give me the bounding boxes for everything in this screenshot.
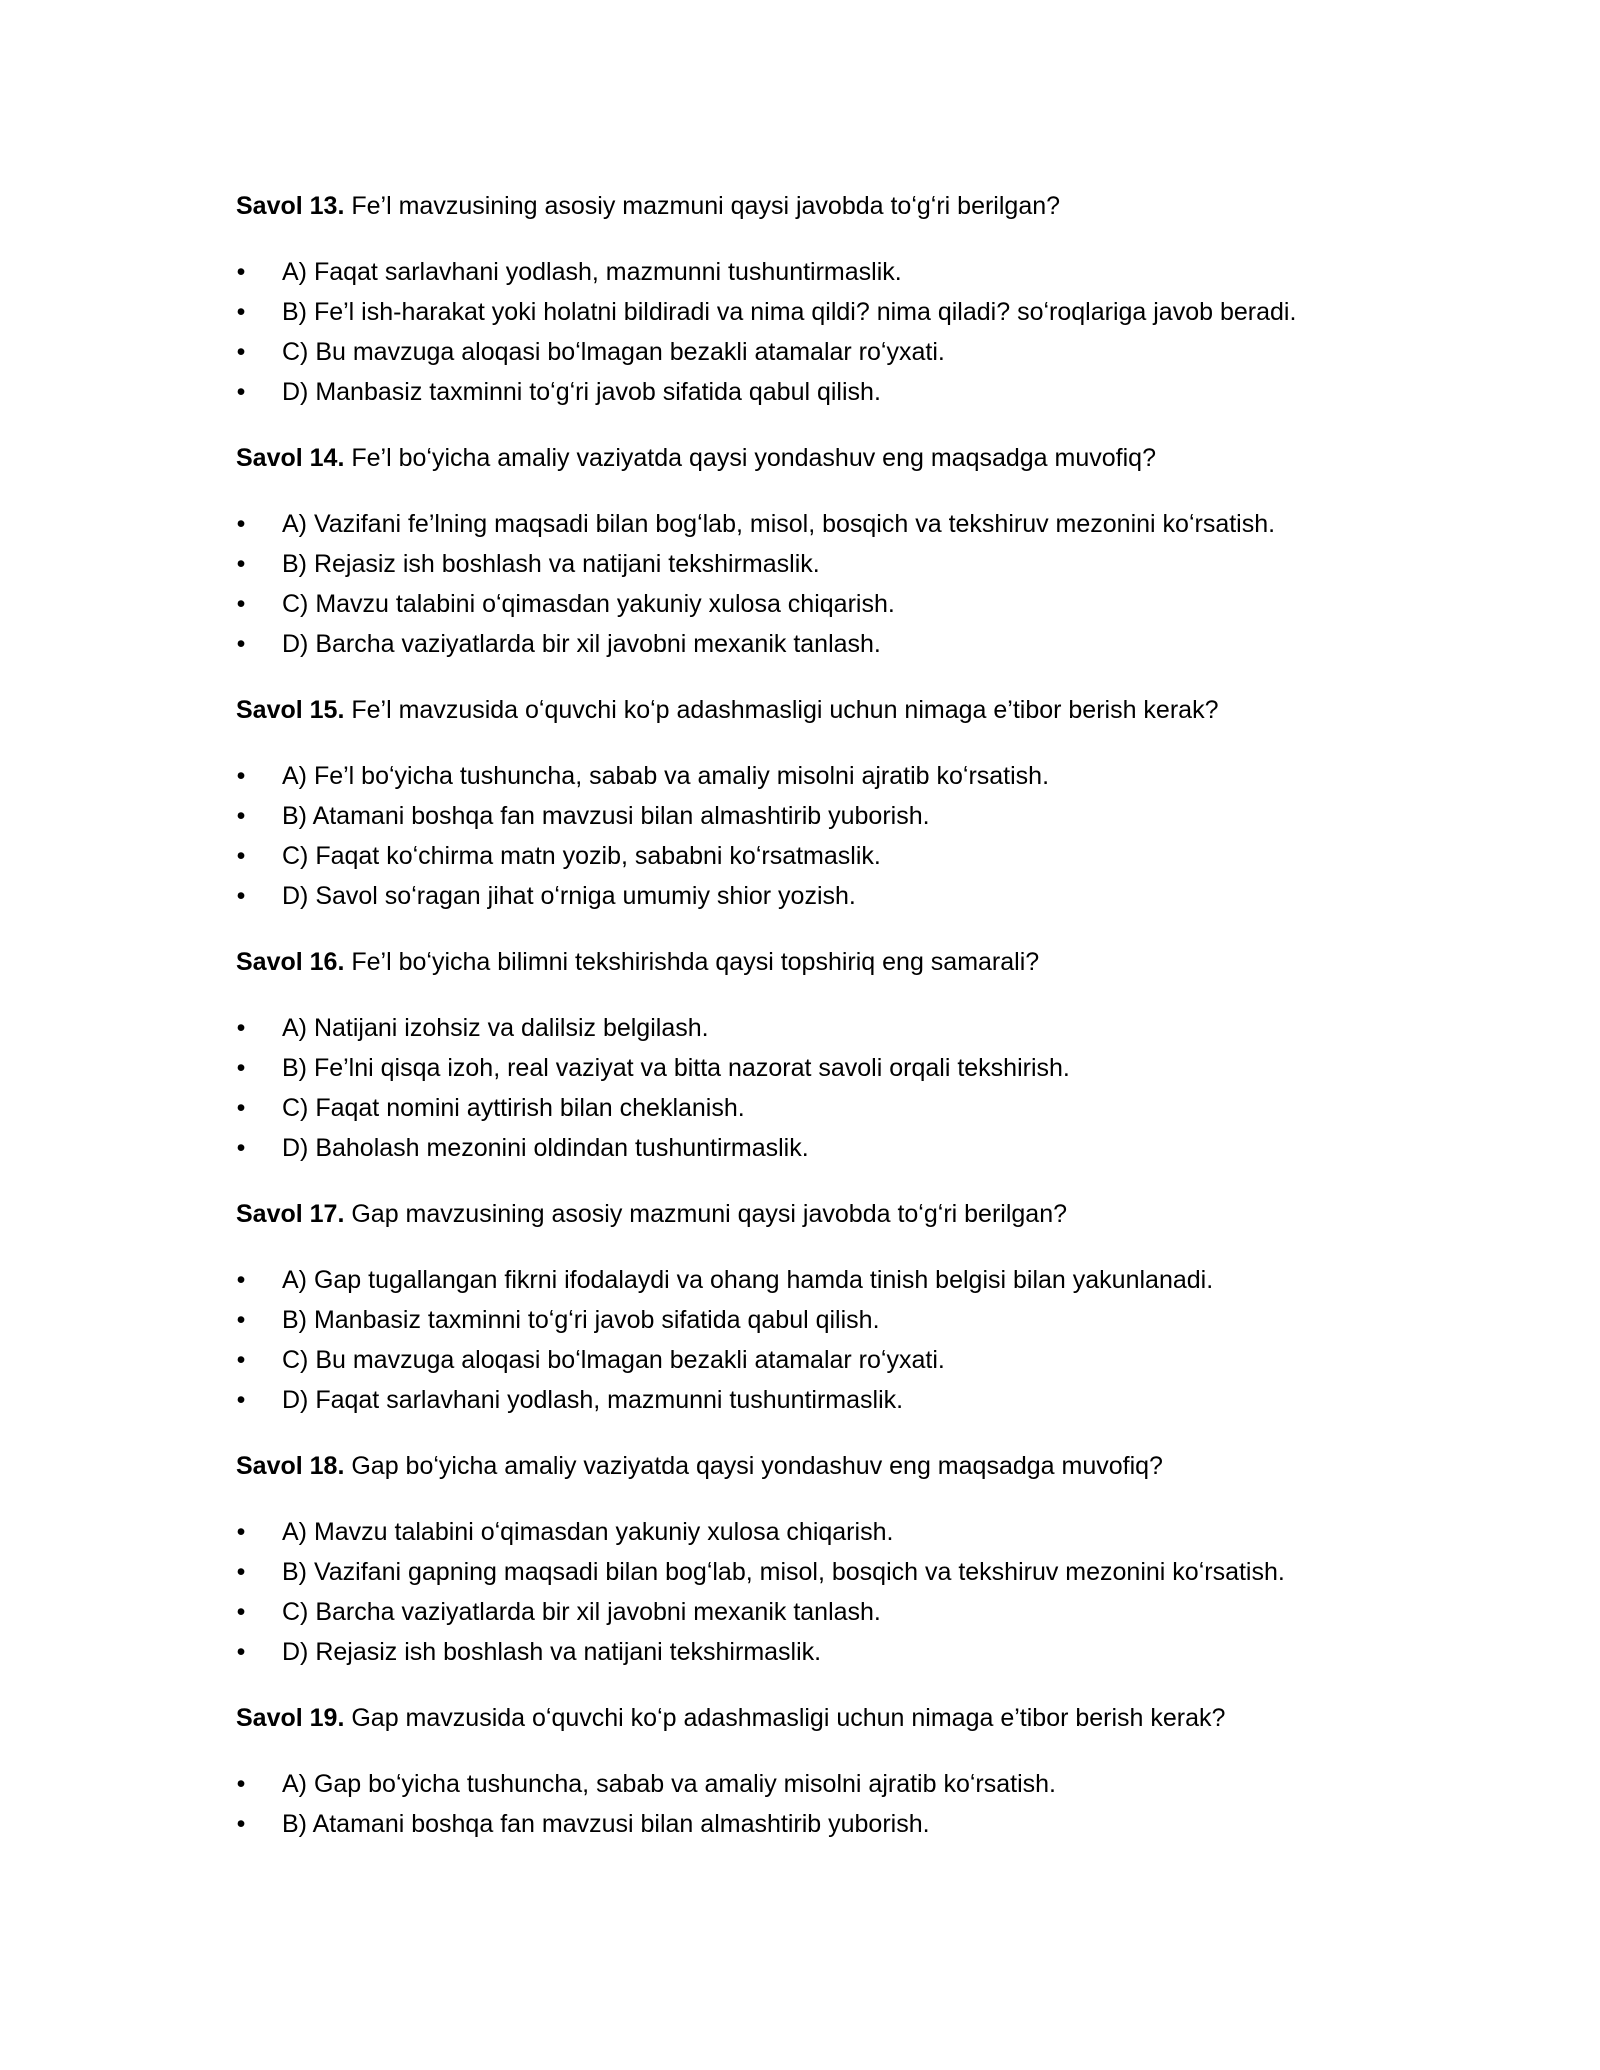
bullet-icon: • xyxy=(236,1386,246,1414)
question-number: Savol 16. xyxy=(236,948,345,976)
bullet-icon: • xyxy=(236,1558,246,1586)
answer-options xyxy=(236,504,1416,664)
answer-option xyxy=(236,756,1416,796)
bullet-icon: • xyxy=(236,1266,246,1294)
question-prompt: Fe’l mavzusining asosiy mazmuni qaysi javobda toʻgʻri berilgan? xyxy=(351,192,1061,220)
question-number: Savol 14. xyxy=(236,444,345,472)
question-text xyxy=(236,1194,1416,1234)
question-text xyxy=(236,690,1416,730)
question-prompt: Fe’l boʻyicha amaliy vaziyatda qaysi yondashuv eng maqsadga muvofiq? xyxy=(351,444,1156,472)
bullet-icon: • xyxy=(236,1014,246,1042)
bullet-icon: • xyxy=(236,1054,246,1082)
bullet-icon: • xyxy=(236,1598,246,1626)
question-number: Savol 18. xyxy=(236,1452,345,1480)
question-text xyxy=(236,1698,1416,1738)
answer-option xyxy=(236,1764,1416,1804)
bullet-icon: • xyxy=(236,630,246,658)
question-text xyxy=(236,942,1416,982)
bullet-icon: • xyxy=(236,1638,246,1666)
bullet-icon: • xyxy=(236,510,246,538)
answer-option-text: A) Fe’l boʻyicha tushuncha, sabab va amaliy misolni ajratib koʻrsatish. xyxy=(282,762,1050,790)
answer-option xyxy=(236,372,1416,412)
answer-option xyxy=(236,1340,1416,1380)
answer-option xyxy=(236,836,1416,876)
answer-option-text: D) Manbasiz taxminni toʻgʻri javob sifatida qabul qilish. xyxy=(282,378,881,406)
answer-option xyxy=(236,584,1416,624)
question-prompt: Fe’l mavzusida oʻquvchi koʻp adashmasligi uchun nimaga e’tibor berish kerak? xyxy=(351,696,1219,724)
bullet-icon: • xyxy=(236,1346,246,1374)
bullet-icon: • xyxy=(236,378,246,406)
bullet-icon: • xyxy=(236,550,246,578)
answer-option xyxy=(236,544,1416,584)
answer-option xyxy=(236,332,1416,372)
document-page xyxy=(236,186,1416,1870)
question-block xyxy=(236,1446,1416,1672)
question-number: Savol 17. xyxy=(236,1200,345,1228)
question-number: Savol 19. xyxy=(236,1704,345,1732)
answer-option xyxy=(236,624,1416,664)
bullet-icon: • xyxy=(236,802,246,830)
answer-option xyxy=(236,292,1416,332)
question-list xyxy=(236,186,1416,1844)
question-prompt: Gap mavzusining asosiy mazmuni qaysi javobda toʻgʻri berilgan? xyxy=(351,1200,1067,1228)
answer-option-text: B) Rejasiz ish boshlash va natijani tekshirmaslik. xyxy=(282,550,820,578)
question-block xyxy=(236,690,1416,916)
bullet-icon: • xyxy=(236,590,246,618)
answer-option xyxy=(236,252,1416,292)
bullet-icon: • xyxy=(236,1134,246,1162)
answer-option-text: B) Fe’lni qisqa izoh, real vaziyat va bitta nazorat savoli orqali tekshirish. xyxy=(282,1054,1070,1082)
answer-option-text: C) Bu mavzuga aloqasi boʻlmagan bezakli atamalar roʻyxati. xyxy=(282,338,945,366)
answer-options xyxy=(236,756,1416,916)
answer-option xyxy=(236,876,1416,916)
answer-option xyxy=(236,1804,1416,1844)
answer-option xyxy=(236,1260,1416,1300)
answer-option-text: C) Faqat nomini ayttirish bilan cheklanish. xyxy=(282,1094,745,1122)
answer-option-text: C) Mavzu talabini oʻqimasdan yakuniy xulosa chiqarish. xyxy=(282,590,895,618)
question-text xyxy=(236,186,1416,226)
answer-options xyxy=(236,1260,1416,1420)
answer-options xyxy=(236,1008,1416,1168)
bullet-icon: • xyxy=(236,882,246,910)
answer-option xyxy=(236,504,1416,544)
answer-option-text: D) Barcha vaziyatlarda bir xil javobni mexanik tanlash. xyxy=(282,630,881,658)
question-prompt: Gap mavzusida oʻquvchi koʻp adashmasligi uchun nimaga e’tibor berish kerak? xyxy=(351,1704,1226,1732)
answer-option-text: C) Barcha vaziyatlarda bir xil javobni mexanik tanlash. xyxy=(282,1598,881,1626)
question-text xyxy=(236,438,1416,478)
answer-option-text: A) Gap boʻyicha tushuncha, sabab va amaliy misolni ajratib koʻrsatish. xyxy=(282,1770,1056,1798)
answer-option-text: D) Faqat sarlavhani yodlash, mazmunni tushuntirmaslik. xyxy=(282,1386,904,1414)
answer-option-text: B) Manbasiz taxminni toʻgʻri javob sifatida qabul qilish. xyxy=(282,1306,880,1334)
question-block xyxy=(236,942,1416,1168)
bullet-icon: • xyxy=(236,1094,246,1122)
answer-option xyxy=(236,1008,1416,1048)
answer-option-text: A) Vazifani fe’lning maqsadi bilan bogʻlab, misol, bosqich va tekshiruv mezonini koʻrsatish. xyxy=(282,510,1276,538)
answer-option xyxy=(236,796,1416,836)
answer-option xyxy=(236,1088,1416,1128)
answer-option xyxy=(236,1300,1416,1340)
answer-option-text: B) Fe’l ish-harakat yoki holatni bildiradi va nima qildi? nima qiladi? soʻroqlariga javob beradi. xyxy=(282,298,1297,326)
question-text xyxy=(236,1446,1416,1486)
answer-option xyxy=(236,1632,1416,1672)
bullet-icon: • xyxy=(236,298,246,326)
answer-option-text: B) Vazifani gapning maqsadi bilan bogʻlab, misol, bosqich va tekshiruv mezonini koʻrsatish. xyxy=(282,1558,1285,1586)
answer-option-text: D) Savol soʻragan jihat oʻrniga umumiy shior yozish. xyxy=(282,882,856,910)
question-block xyxy=(236,1194,1416,1420)
question-prompt: Gap boʻyicha amaliy vaziyatda qaysi yondashuv eng maqsadga muvofiq? xyxy=(351,1452,1163,1480)
answer-option-text: D) Rejasiz ish boshlash va natijani tekshirmaslik. xyxy=(282,1638,822,1666)
answer-option-text: A) Gap tugallangan fikrni ifodalaydi va ohang hamda tinish belgisi bilan yakunlanadi. xyxy=(282,1266,1214,1294)
answer-options xyxy=(236,1512,1416,1672)
answer-option-text: A) Natijani izohsiz va dalilsiz belgilash. xyxy=(282,1014,709,1042)
answer-option xyxy=(236,1512,1416,1552)
answer-options xyxy=(236,252,1416,412)
answer-option-text: B) Atamani boshqa fan mavzusi bilan almashtirib yuborish. xyxy=(282,1810,930,1838)
answer-options xyxy=(236,1764,1416,1844)
answer-option xyxy=(236,1380,1416,1420)
answer-option xyxy=(236,1552,1416,1592)
answer-option-text: A) Faqat sarlavhani yodlash, mazmunni tushuntirmaslik. xyxy=(282,258,902,286)
question-prompt: Fe’l boʻyicha bilimni tekshirishda qaysi topshiriq eng samarali? xyxy=(351,948,1040,976)
question-block xyxy=(236,1698,1416,1844)
answer-option-text: A) Mavzu talabini oʻqimasdan yakuniy xulosa chiqarish. xyxy=(282,1518,894,1546)
question-block xyxy=(236,438,1416,664)
question-block xyxy=(236,186,1416,412)
answer-option xyxy=(236,1128,1416,1168)
answer-option-text: D) Baholash mezonini oldindan tushuntirmaslik. xyxy=(282,1134,809,1162)
bullet-icon: • xyxy=(236,762,246,790)
bullet-icon: • xyxy=(236,338,246,366)
answer-option-text: C) Faqat koʻchirma matn yozib, sababni koʻrsatmaslik. xyxy=(282,842,881,870)
question-number: Savol 13. xyxy=(236,192,345,220)
answer-option xyxy=(236,1592,1416,1632)
answer-option xyxy=(236,1048,1416,1088)
bullet-icon: • xyxy=(236,1810,246,1838)
bullet-icon: • xyxy=(236,258,246,286)
bullet-icon: • xyxy=(236,1518,246,1546)
bullet-icon: • xyxy=(236,1306,246,1334)
bullet-icon: • xyxy=(236,842,246,870)
answer-option-text: B) Atamani boshqa fan mavzusi bilan almashtirib yuborish. xyxy=(282,802,930,830)
answer-option-text: C) Bu mavzuga aloqasi boʻlmagan bezakli atamalar roʻyxati. xyxy=(282,1346,945,1374)
bullet-icon: • xyxy=(236,1770,246,1798)
question-number: Savol 15. xyxy=(236,696,345,724)
